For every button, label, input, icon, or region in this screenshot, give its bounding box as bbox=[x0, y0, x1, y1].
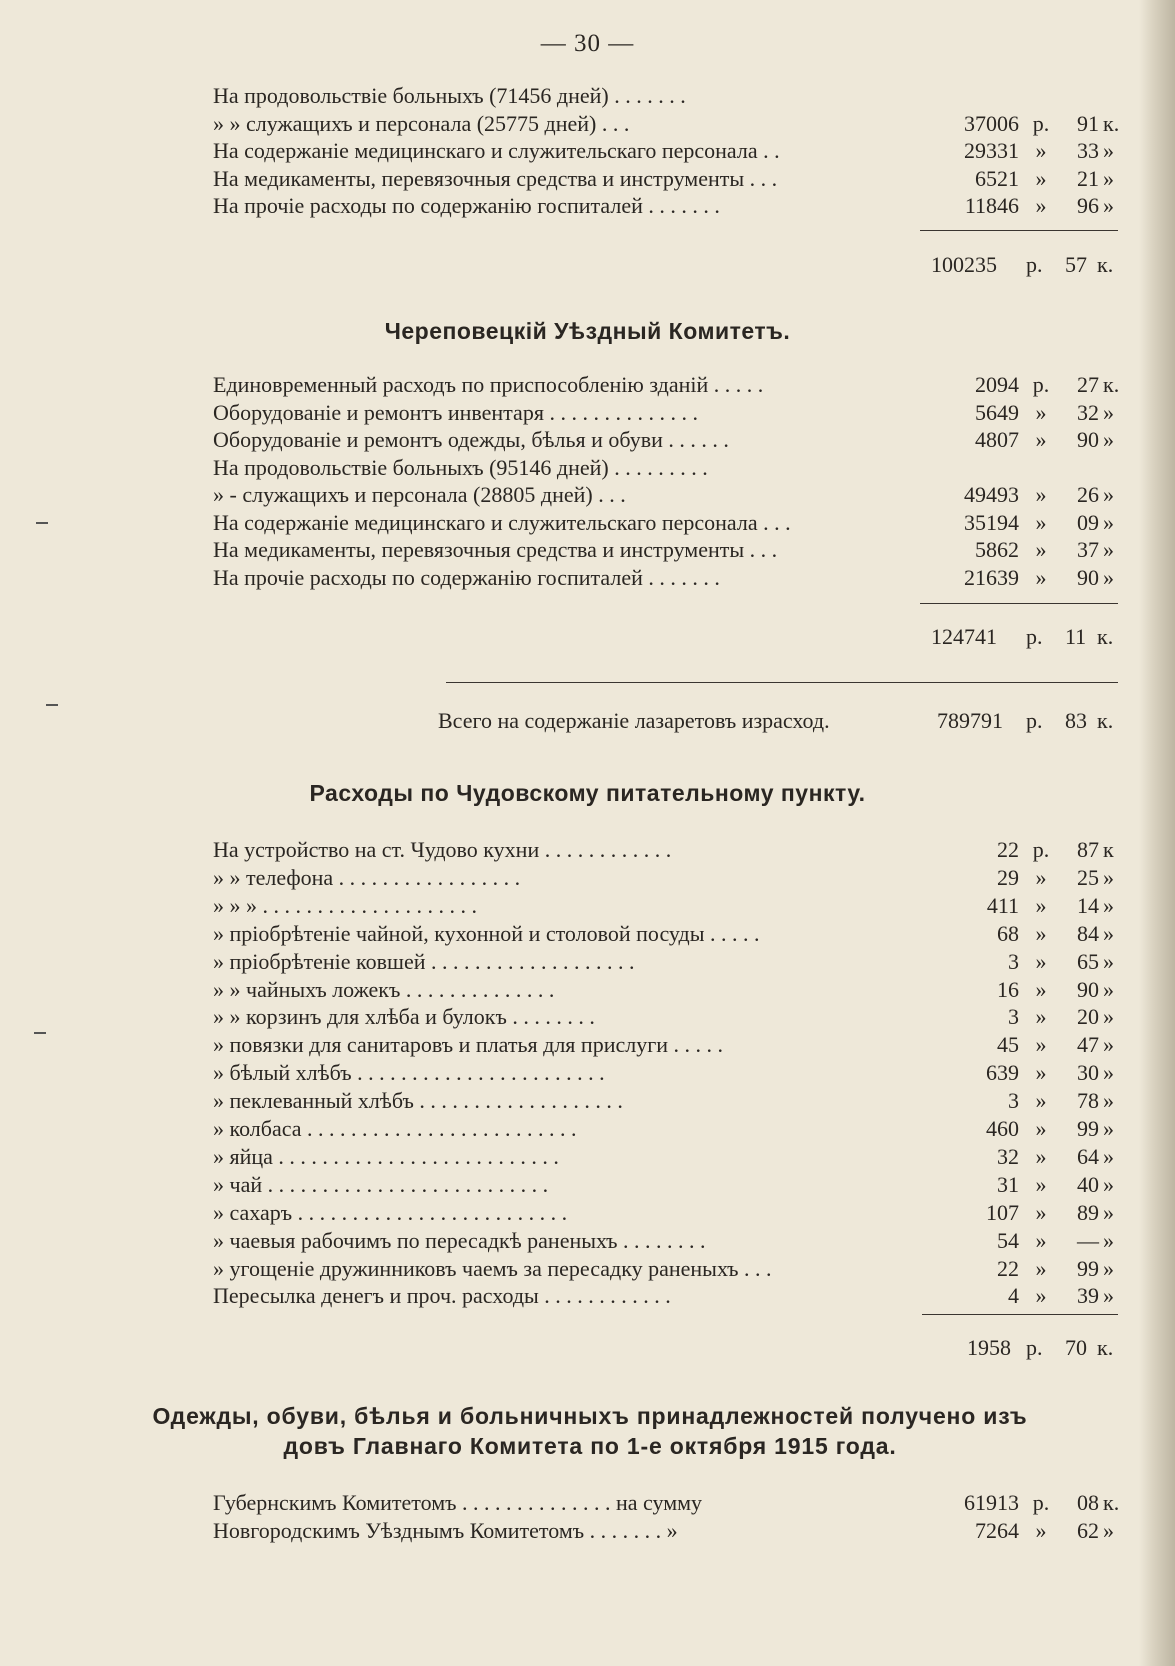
row-label: На содержаніе медицинскаго и служительскаго персонала . . bbox=[213, 138, 780, 163]
ledger-row bbox=[213, 564, 1119, 592]
row-rubles: 5862 bbox=[975, 537, 1019, 562]
row-label: » угощеніе дружинниковъ чаемъ за пересадку раненыхъ . . . bbox=[213, 1255, 772, 1281]
ledger-row bbox=[213, 426, 1119, 454]
total-rub-unit: р. bbox=[1026, 624, 1043, 649]
ledger-row bbox=[213, 864, 1119, 892]
row-kopecks: 90 bbox=[1077, 564, 1099, 590]
row-kopecks-unit: » bbox=[1103, 1088, 1114, 1114]
row-label: Оборудованіе и ремонтъ одежды, бѣлья и обуви . . . . . . bbox=[213, 427, 729, 452]
row-label: » » корзинъ для хлѣба и булокъ . . . . . . . . bbox=[213, 1004, 595, 1030]
row-rubles-unit: » bbox=[1035, 1227, 1047, 1253]
ledger-row bbox=[213, 892, 1119, 920]
row-label: На прочіе расходы по содержанію госпиталей . . . . . . . bbox=[213, 564, 720, 590]
row-rubles-unit: » bbox=[1035, 138, 1047, 163]
grand-total-rub-unit: р. bbox=[1026, 708, 1043, 733]
row-rubles: 411 bbox=[986, 892, 1019, 918]
row-kopecks: 65 bbox=[1077, 948, 1099, 974]
print-mark bbox=[36, 522, 48, 524]
row-kopecks: 14 bbox=[1077, 892, 1099, 918]
row-kopecks: 99 bbox=[1077, 1116, 1099, 1141]
row-rubles-unit: » bbox=[1035, 920, 1047, 946]
total-kop-unit: к. bbox=[1097, 1335, 1114, 1360]
row-kopecks: 90 bbox=[1077, 427, 1099, 452]
row-rubles: 29331 bbox=[964, 138, 1019, 163]
row-rubles-unit: » bbox=[1035, 399, 1047, 425]
row-kopecks-unit: » bbox=[1103, 892, 1114, 918]
row-rubles-unit: » bbox=[1035, 564, 1047, 590]
row-kopecks-unit: » bbox=[1103, 1060, 1114, 1086]
row-kopecks-unit: » bbox=[1103, 399, 1114, 425]
row-rubles-unit: » bbox=[1035, 1143, 1047, 1169]
row-rubles: 61913 bbox=[964, 1490, 1019, 1515]
row-kopecks: 90 bbox=[1077, 976, 1099, 1002]
row-kopecks-unit: » bbox=[1103, 138, 1114, 163]
row-rubles: 2094 bbox=[975, 372, 1019, 397]
row-rubles-unit: » bbox=[1035, 976, 1047, 1002]
row-kopecks-unit: » bbox=[1103, 482, 1114, 507]
page-number: — 30 — bbox=[540, 30, 635, 57]
row-kopecks: 08 bbox=[1077, 1490, 1099, 1515]
ledger-row bbox=[213, 481, 1119, 509]
row-rubles: 3 bbox=[1008, 948, 1019, 974]
row-kopecks: 32 bbox=[1077, 399, 1099, 425]
row-label: » » служащихъ и персонала (25775 дней) . . . bbox=[213, 110, 630, 136]
ledger-row bbox=[213, 1115, 1119, 1143]
row-rubles-unit: р. bbox=[1032, 837, 1050, 862]
row-kopecks: — bbox=[1077, 1227, 1099, 1253]
row-kopecks: 27 bbox=[1077, 372, 1099, 397]
row-kopecks-unit: » bbox=[1103, 1227, 1114, 1253]
row-label: На медикаменты, перевязочныя средства и инструменты . . . bbox=[213, 537, 778, 562]
row-label: » сахаръ . . . . . . . . . . . . . . . . . . . . . . . . . bbox=[213, 1199, 568, 1225]
row-rubles: 32 bbox=[997, 1143, 1019, 1169]
ledger-row bbox=[213, 536, 1119, 564]
row-rubles-unit: » bbox=[1035, 1199, 1047, 1225]
ledger-row bbox=[213, 165, 1119, 193]
section1-total bbox=[213, 250, 1119, 280]
row-kopecks-unit: » bbox=[1103, 1032, 1114, 1058]
row-rubles-unit: » bbox=[1035, 482, 1047, 507]
section2-total bbox=[213, 622, 1119, 652]
row-rubles: 4807 bbox=[975, 427, 1019, 452]
row-label: » повязки для санитаровъ и платья для прислуги . . . . . bbox=[213, 1032, 724, 1058]
row-kopecks: 37 bbox=[1077, 537, 1099, 562]
row-kopecks-unit: » bbox=[1103, 537, 1114, 562]
row-kopecks: 87 bbox=[1077, 837, 1099, 862]
row-label: На содержаніе медицинскаго и служительскаго персонала . . . bbox=[213, 509, 791, 535]
row-rubles-unit: » bbox=[1035, 509, 1047, 535]
grand-total-label: Всего на содержаніе лазаретовъ израсход. bbox=[438, 708, 830, 733]
row-rubles: 31 bbox=[997, 1171, 1019, 1197]
ledger-row bbox=[213, 1227, 1119, 1255]
row-label: » колбаса . . . . . . . . . . . . . . . . . . . . . . . . . bbox=[213, 1116, 577, 1141]
row-kopecks-unit: » bbox=[1103, 1143, 1114, 1169]
row-kopecks: 47 bbox=[1077, 1032, 1099, 1058]
row-kopecks-unit: » bbox=[1103, 1283, 1114, 1309]
row-label: На медикаменты, перевязочныя средства и инструменты . . . bbox=[213, 165, 778, 191]
row-kopecks: 84 bbox=[1077, 920, 1099, 946]
row-label: На прочіе расходы по содержанію госпиталей . . . . . . . bbox=[213, 193, 720, 218]
row-rubles-unit: » bbox=[1035, 1255, 1047, 1281]
row-kopecks: 20 bbox=[1077, 1004, 1099, 1030]
row-kopecks: 30 bbox=[1077, 1060, 1099, 1086]
row-rubles-unit: » bbox=[1035, 1518, 1047, 1543]
row-rubles: 45 bbox=[997, 1032, 1019, 1058]
row-kopecks-unit: к bbox=[1103, 837, 1114, 862]
row-kopecks: 62 bbox=[1077, 1518, 1099, 1543]
row-rubles: 29 bbox=[997, 864, 1019, 890]
section4-heading-line2: довъ Главнаго Комитета по 1-е октября 1915 года. bbox=[283, 1433, 897, 1459]
row-rubles: 22 bbox=[997, 1255, 1019, 1281]
row-rubles: 37006 bbox=[964, 110, 1019, 136]
row-kopecks: 09 bbox=[1077, 509, 1099, 535]
row-label: » чай . . . . . . . . . . . . . . . . . . . . . . . . . . bbox=[213, 1171, 549, 1197]
row-kopecks-unit: » bbox=[1103, 564, 1114, 590]
ledger-row bbox=[213, 137, 1119, 165]
row-label: » - служащихъ и персонала (28805 дней) . . . bbox=[213, 482, 626, 507]
ledger-row bbox=[213, 1199, 1119, 1227]
row-rubles: 21639 bbox=[964, 564, 1019, 590]
ledger-row bbox=[213, 1031, 1119, 1059]
row-kopecks-unit: к. bbox=[1103, 110, 1120, 136]
row-rubles-unit: » bbox=[1035, 427, 1047, 452]
row-kopecks-unit: » bbox=[1103, 920, 1114, 946]
row-rubles-unit: » bbox=[1035, 1004, 1047, 1030]
subtotal-rule bbox=[922, 1314, 1118, 1315]
row-rubles: 49493 bbox=[964, 482, 1019, 507]
row-label: Единовременный расходъ по приспособленію зданій . . . . . bbox=[213, 372, 764, 397]
row-kopecks-unit: » bbox=[1103, 427, 1114, 452]
row-label: Губернскимъ Комитетомъ . . . . . . . . . . . . . . на сумму bbox=[213, 1490, 703, 1515]
total-kop: 70 bbox=[1065, 1335, 1087, 1360]
row-rubles-unit: р. bbox=[1032, 372, 1050, 397]
row-label: » » » . . . . . . . . . . . . . . . . . . . . bbox=[213, 892, 477, 918]
row-kopecks: 96 bbox=[1077, 193, 1099, 218]
row-rubles: 107 bbox=[986, 1199, 1019, 1225]
row-rubles-unit: » bbox=[1035, 864, 1047, 890]
grand-total-rub: 789791 bbox=[937, 708, 1003, 733]
row-rubles: 68 bbox=[997, 920, 1019, 946]
print-mark bbox=[34, 1032, 46, 1034]
row-label: Новгородскимъ Уѣзднымъ Комитетомъ . . . . . . . » bbox=[213, 1518, 678, 1543]
row-label: » пріобрѣтеніе чайной, кухонной и столовой посуды . . . . . bbox=[213, 920, 760, 946]
row-kopecks: 99 bbox=[1077, 1255, 1099, 1281]
subtotal-rule bbox=[920, 603, 1118, 604]
row-label: На продовольствіе больныхъ (95146 дней) . . . . . . . . . bbox=[213, 454, 708, 480]
row-kopecks-unit: » bbox=[1103, 165, 1114, 191]
ledger-row bbox=[213, 920, 1119, 948]
row-kopecks-unit: » bbox=[1103, 1199, 1114, 1225]
total-rub: 1958 bbox=[967, 1335, 1011, 1360]
ledger-row bbox=[213, 948, 1119, 976]
row-kopecks: 26 bbox=[1077, 482, 1099, 507]
row-kopecks: 21 bbox=[1077, 165, 1099, 191]
row-rubles-unit: » bbox=[1035, 948, 1047, 974]
row-label: Оборудованіе и ремонтъ инвентаря . . . . . . . . . . . . . . bbox=[213, 399, 698, 425]
row-kopecks: 64 bbox=[1077, 1143, 1099, 1169]
total-rub-unit: р. bbox=[1026, 1335, 1043, 1360]
row-label: На продовольствіе больныхъ (71456 дней) . . . . . . . bbox=[213, 83, 686, 108]
row-kopecks: 91 bbox=[1077, 110, 1099, 136]
row-kopecks-unit: » bbox=[1103, 509, 1114, 535]
row-rubles: 7264 bbox=[975, 1518, 1019, 1543]
ledger-row bbox=[213, 1087, 1119, 1115]
row-kopecks-unit: » bbox=[1103, 193, 1114, 218]
row-rubles: 5649 bbox=[975, 399, 1019, 425]
row-label: Пересылка денегъ и проч. расходы . . . . . . . . . . . . bbox=[213, 1283, 671, 1309]
row-label: » яйца . . . . . . . . . . . . . . . . . . . . . . . . . . bbox=[213, 1143, 559, 1169]
row-label: На устройство на ст. Чудово кухни . . . . . . . . . . . . bbox=[213, 837, 672, 862]
row-rubles-unit: » bbox=[1035, 892, 1047, 918]
total-rub: 124741 bbox=[931, 624, 997, 649]
ledger-row bbox=[213, 1003, 1119, 1031]
row-rubles-unit: » bbox=[1035, 1171, 1047, 1197]
row-kopecks-unit: » bbox=[1103, 976, 1114, 1002]
section3-heading: Расходы по Чудовскому питательному пункту. bbox=[309, 780, 866, 806]
row-rubles-unit: » bbox=[1035, 537, 1047, 562]
total-rub: 100235 bbox=[931, 252, 997, 277]
row-kopecks-unit: к. bbox=[1103, 372, 1120, 397]
row-kopecks-unit: » bbox=[1103, 1171, 1114, 1197]
row-kopecks-unit: » bbox=[1103, 1255, 1114, 1281]
row-kopecks-unit: » bbox=[1103, 1518, 1114, 1543]
row-rubles: 639 bbox=[986, 1060, 1019, 1086]
row-label: » пеклеванный хлѣбъ . . . . . . . . . . . . . . . . . . . bbox=[213, 1088, 623, 1114]
section2-heading: Череповецкій Уѣздный Комитетъ. bbox=[384, 318, 791, 344]
ledger-row bbox=[213, 82, 1119, 110]
row-rubles-unit: р. bbox=[1032, 110, 1050, 136]
ledger-row bbox=[213, 1517, 1119, 1545]
row-kopecks-unit: » bbox=[1103, 864, 1114, 890]
row-rubles-unit: р. bbox=[1032, 1490, 1050, 1515]
ledger-row bbox=[213, 371, 1119, 399]
row-rubles-unit: » bbox=[1035, 1116, 1047, 1141]
ledger-row bbox=[213, 399, 1119, 427]
row-rubles: 16 bbox=[997, 976, 1019, 1002]
row-kopecks-unit: » bbox=[1103, 948, 1114, 974]
row-kopecks: 78 bbox=[1077, 1088, 1099, 1114]
total-kop-unit: к. bbox=[1097, 624, 1114, 649]
ledger-row bbox=[213, 1282, 1119, 1310]
section4-heading bbox=[60, 1401, 1120, 1461]
ledger-row bbox=[213, 836, 1119, 864]
ledger-row bbox=[213, 1255, 1119, 1283]
row-label: » пріобрѣтеніе ковшей . . . . . . . . . . . . . . . . . . . bbox=[213, 948, 635, 974]
row-rubles-unit: » bbox=[1035, 1088, 1047, 1114]
row-rubles: 460 bbox=[986, 1116, 1019, 1141]
total-kop: 57 bbox=[1065, 252, 1087, 277]
row-rubles: 4 bbox=[1008, 1283, 1019, 1309]
ledger-row bbox=[213, 1143, 1119, 1171]
total-kop: 11 bbox=[1065, 624, 1087, 649]
grand-total-kop-unit: к. bbox=[1097, 708, 1114, 733]
section3-total bbox=[213, 1333, 1119, 1363]
row-rubles-unit: » bbox=[1035, 1283, 1047, 1309]
ledger-row bbox=[213, 1171, 1119, 1199]
row-kopecks-unit: к. bbox=[1103, 1490, 1120, 1515]
total-kop-unit: к. bbox=[1097, 252, 1114, 277]
row-rubles-unit: » bbox=[1035, 1060, 1047, 1086]
section-divider-rule bbox=[446, 682, 1118, 683]
row-kopecks: 40 bbox=[1077, 1171, 1099, 1197]
row-rubles: 6521 bbox=[975, 165, 1019, 191]
row-label: » » телефона . . . . . . . . . . . . . . . . . bbox=[213, 864, 521, 890]
row-label: » чаевыя рабочимъ по пересадкѣ раненыхъ . . . . . . . . bbox=[213, 1227, 706, 1253]
row-rubles-unit: » bbox=[1035, 193, 1047, 218]
row-rubles: 11846 bbox=[964, 193, 1019, 218]
page-edge-shadow bbox=[1139, 0, 1175, 1666]
row-rubles: 22 bbox=[997, 837, 1019, 862]
grand-total-kop: 83 bbox=[1065, 708, 1087, 733]
row-kopecks: 33 bbox=[1077, 138, 1099, 163]
row-rubles: 3 bbox=[1008, 1088, 1019, 1114]
ledger-row bbox=[213, 1489, 1119, 1517]
row-rubles-unit: » bbox=[1035, 165, 1047, 191]
ledger-row bbox=[213, 509, 1119, 537]
row-kopecks: 39 bbox=[1077, 1283, 1099, 1309]
row-rubles: 3 bbox=[1008, 1004, 1019, 1030]
row-label: » » чайныхъ ложекъ . . . . . . . . . . . . . . bbox=[213, 976, 555, 1002]
ledger-row bbox=[213, 192, 1119, 220]
ledger-row bbox=[213, 976, 1119, 1004]
ledger-row bbox=[213, 1059, 1119, 1087]
row-kopecks: 25 bbox=[1077, 864, 1099, 890]
total-rub-unit: р. bbox=[1026, 252, 1043, 277]
row-rubles: 35194 bbox=[964, 509, 1019, 535]
grand-total bbox=[213, 706, 1119, 736]
row-rubles: 54 bbox=[997, 1227, 1019, 1253]
row-rubles-unit: » bbox=[1035, 1032, 1047, 1058]
ledger-row bbox=[213, 110, 1119, 138]
ledger-row bbox=[213, 454, 1119, 482]
subtotal-rule bbox=[920, 230, 1118, 231]
row-kopecks-unit: » bbox=[1103, 1004, 1114, 1030]
row-kopecks: 89 bbox=[1077, 1199, 1099, 1225]
row-kopecks-unit: » bbox=[1103, 1116, 1114, 1141]
print-mark bbox=[46, 704, 58, 706]
section4-heading-line1: Одежды, обуви, бѣлья и больничныхъ принадлежностей получено изъ bbox=[152, 1403, 1028, 1429]
row-label: » бѣлый хлѣбъ . . . . . . . . . . . . . . . . . . . . . . . bbox=[213, 1060, 605, 1086]
